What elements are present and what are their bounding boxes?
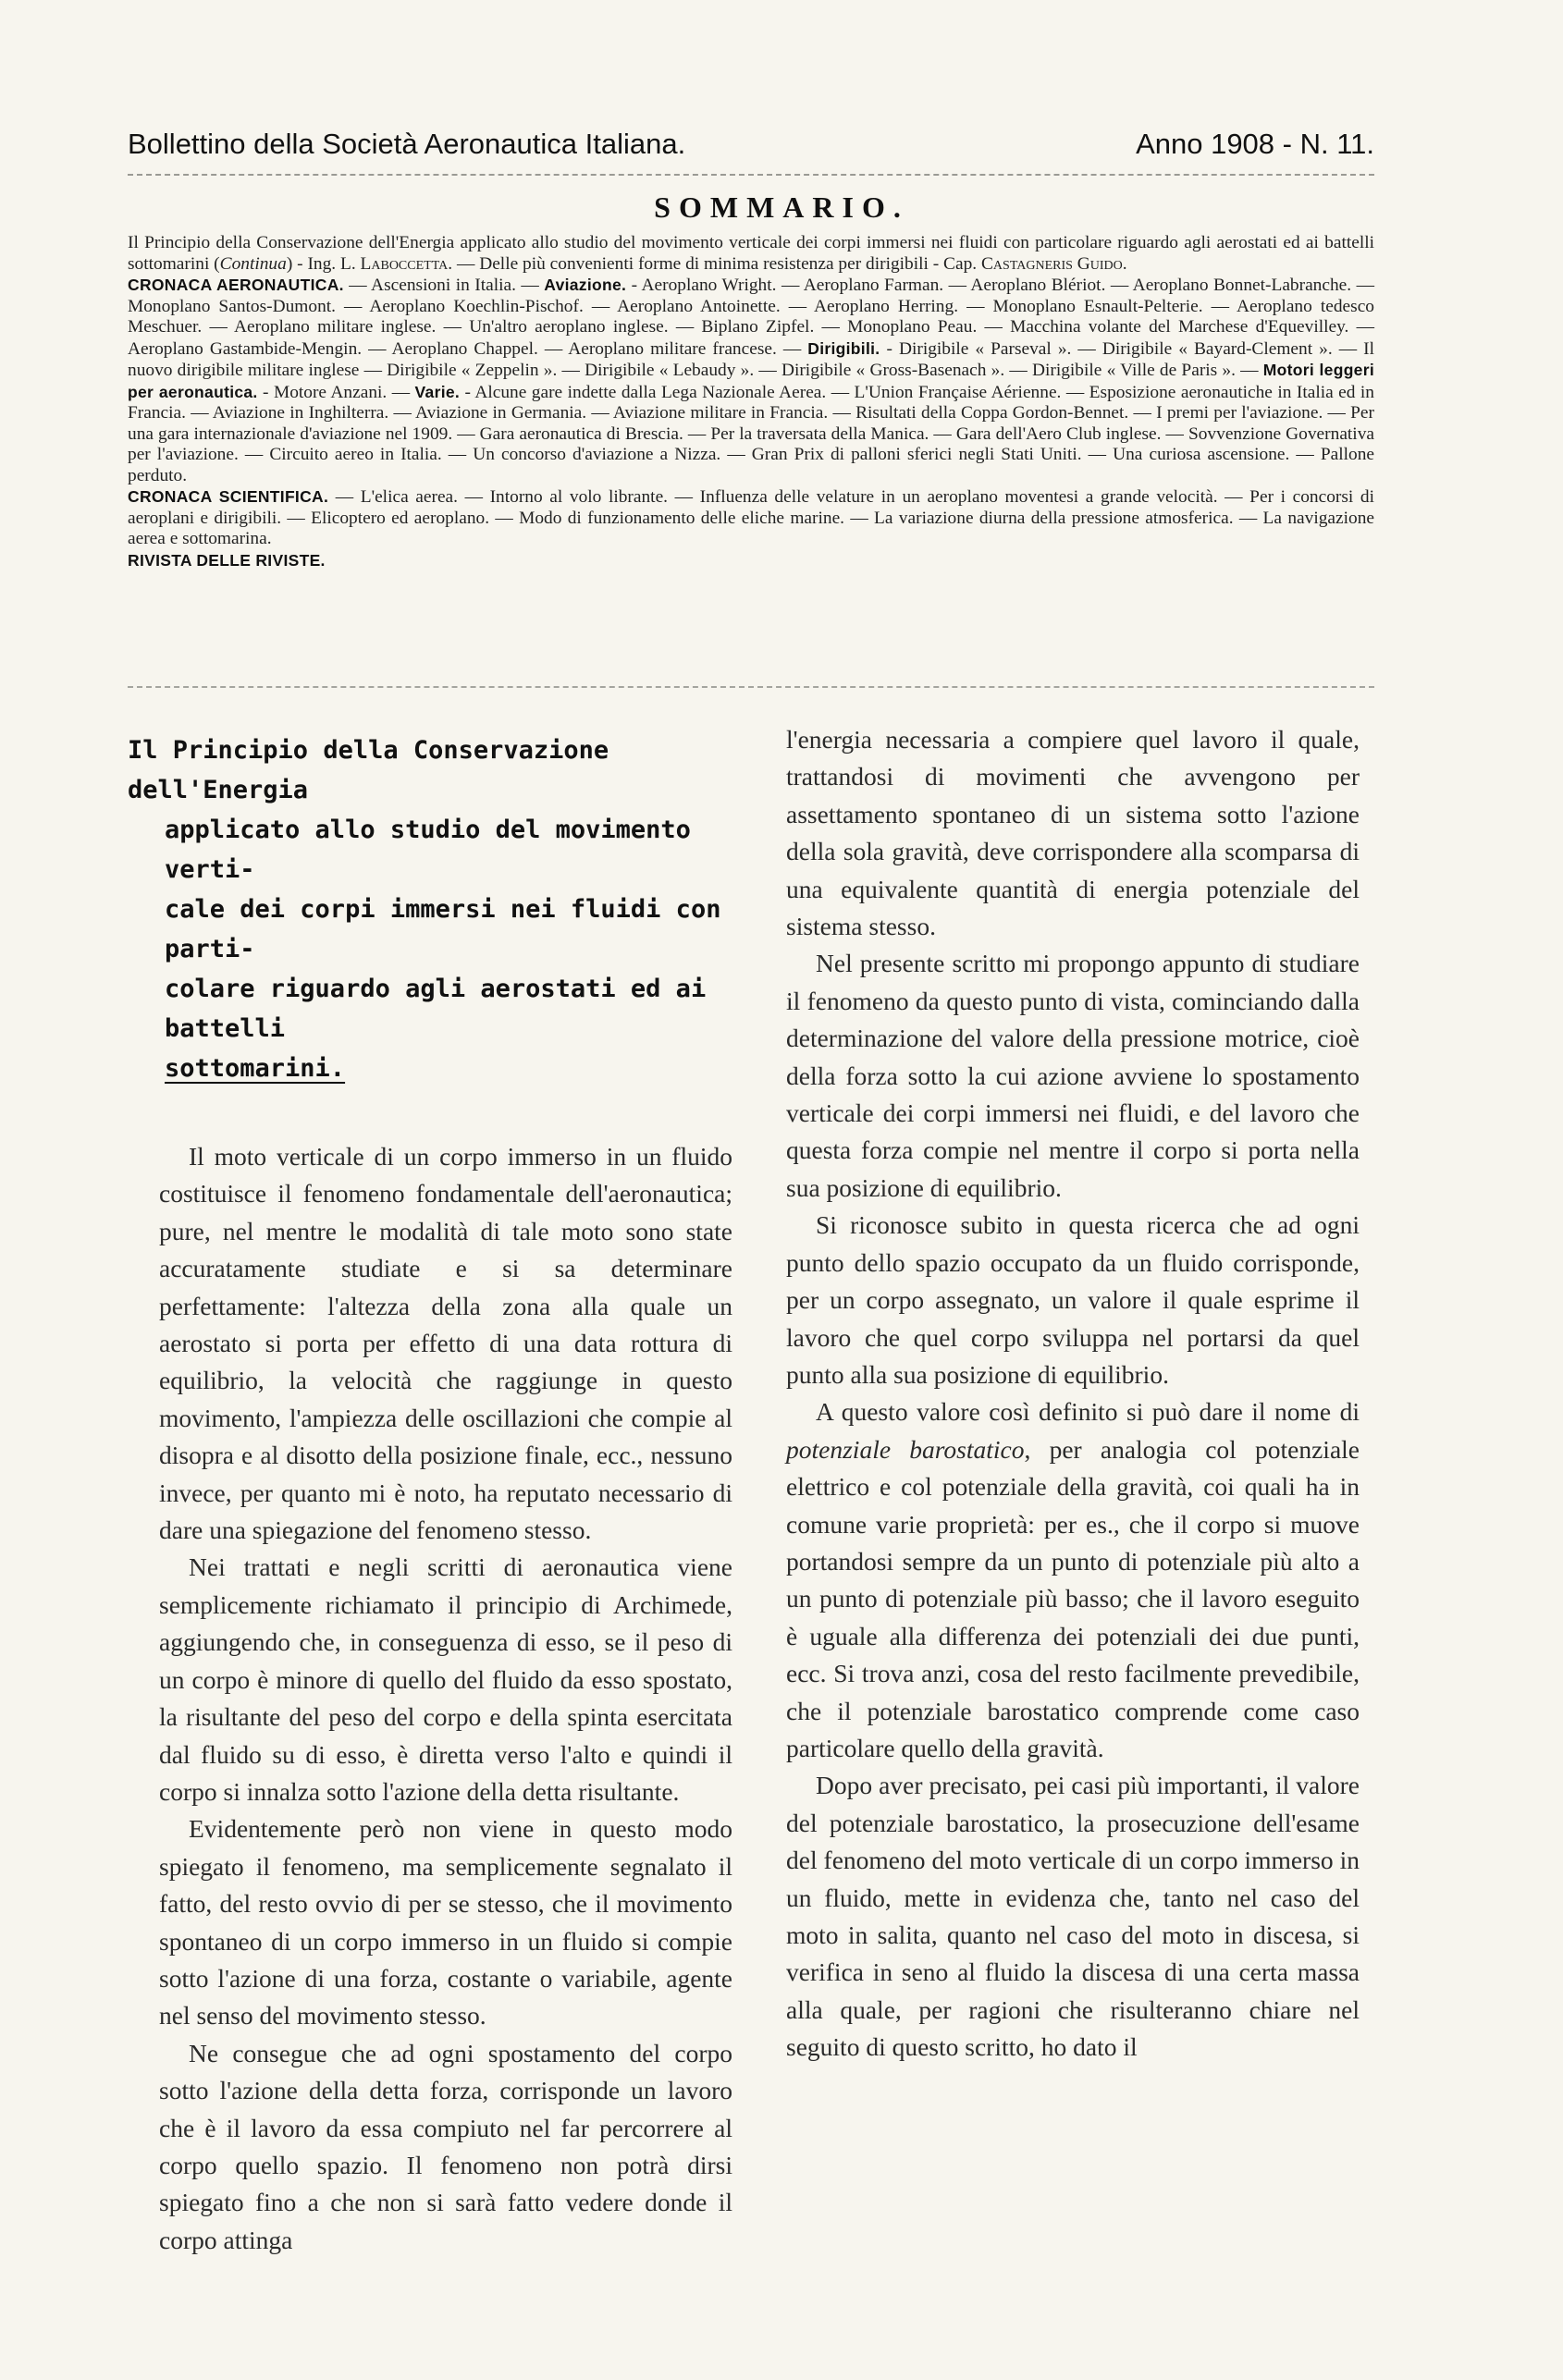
title-line: colare riguardo agli aerostati ed ai battelli [165, 975, 707, 1043]
article-title [128, 730, 732, 1088]
header-rule [128, 174, 1374, 176]
section-divider [128, 686, 1374, 688]
paragraph: Evidentemente però non viene in questo modo spiegato il fenomeno, ma semplicemente segnalato il fatto, del resto ovvio di per se stesso, che il movimento spontaneo di un corpo immerso in un fluido si compie sotto l'azione di una forza, costante o variabile, agente nel senso del movimento stesso. [159, 1814, 732, 2030]
section-label: CRONACA SCIENTIFICA. [128, 487, 329, 506]
right-body [786, 721, 1360, 2067]
sommario-title: SOMMARIO. [654, 190, 909, 224]
paragraph: Nel presente scritto mi propongo appunto di studiare il fenomeno da questo punto di vista, cominciando dalla determinazione del valore della pressione motrice, cioè della forza sotto la cui azione avviene lo spostamento verticale dei corpi immersi nei fluidi, e del lavoro che questa forza compie nel mentre il corpo si porta nella sua posizione di equilibrio. [786, 949, 1360, 1202]
paragraph: l'energia necessaria a compiere quel lavoro il quale, trattandosi di movimenti che avvengono per assettamento spontaneo di un sistema sotto l'azione della sola gravità, deve corrispondere alla scomparsa di una equivalente quantità di energia potenziale del sistema stesso. [786, 725, 1360, 941]
section-label: CRONACA AERONAUTICA. [128, 276, 344, 294]
title-line: sottomarini. [165, 1054, 346, 1083]
right-column [786, 721, 1360, 2067]
title-line: applicato allo studio del movimento verti- [165, 816, 691, 884]
journal-title: Bollettino della Società Aeronautica Italiana. [128, 128, 686, 160]
sommario-cronaca-scientifica: CRONACA SCIENTIFICA. — L'elica aerea. — Intorno al volo librante. — Influenza delle velature in un aeroplano moventesi a grande velocità. — Per i concorsi di aeroplani e dirigibili. — Elicoptero ed aeroplano. — Modo di funzionamento delle eliche marine. — La variazione diurna della pressione atmosferica. — La navigazione aerea e sottomarina. [128, 487, 1374, 548]
sommario-entry-principio: Il Principio della Conservazione dell'Energia applicato allo studio del movimento verticale dei corpi immersi nei fluidi con particolare riguardo agli aerostati ed ai battelli sottomarini (Continua) - Ing. L. Laboccetta. — Delle più convenienti forme di minima resistenza per dirigibili - Cap. Castagneris Guido. [128, 233, 1374, 274]
paragraph: Nei trattati e negli scritti di aeronautica viene semplicemente richiamato il principio di Archimede, aggiungendo che, in conseguenza di esso, se il peso di un corpo è minore di quello del fluido da esso spostato, la risultante del peso del corpo e della spinta esercitata dal fluido su di esso, è diretta verso l'alto e quindi il corpo si innalza sotto l'azione della detta risultante. [159, 1552, 732, 1806]
left-body [159, 1138, 732, 2259]
defined-term: potenziale barostatico [786, 1434, 1025, 1464]
title-line: cale dei corpi immersi nei fluidi con parti- [165, 895, 721, 963]
paragraph: Il moto verticale di un corpo immerso in un fluido costituisce il fenomeno fondamentale dell'aeronautica; pure, nel mentre le modalità di tale moto sono state accuratamente studiate e si sa determinare perfettamente: l'altezza della zona alla quale un aerostato si porta per effetto di una data rottura di equilibrio, la velocità che raggiunge in questo movimento, l'ampiezza delle oscillazioni che compie al disopra e al disotto della posizione finale, ecc., nessuno invece, per quanto mi è noto, ha reputato necessario di dare una spiegazione del fenomeno stesso. [159, 1142, 732, 1545]
issue-number: Anno 1908 - N. 11. [1136, 128, 1374, 160]
left-column [128, 721, 732, 2259]
sommario-cronaca-aeronautica: CRONACA AERONAUTICA. — Ascensioni in Italia. — Aviazione. - Aeroplano Wright. — Aeroplano Farman. — Aeroplano Blériot. — Aeroplano Bonnet-Labranche. — Monoplano Santos-Dumont. — Aeroplano Koechlin-Pischof. — Aeroplano Antoinette. — Aeroplano Herring. — Monoplano Esnault-Pelterie. — Aeroplano tedesco Meschuer. — Aeroplano militare inglese. — Un'altro aeroplano inglese. — Biplano Zipfel. — Monoplano Peau. — Macchina volante del Marchese d'Equevilley. — Aeroplano Gastambide-Mengin. — Aeroplano Chappel. — Aeroplano militare francese. — Dirigibili. - Dirigibile « Parseval ». — Dirigibile « Bayard-Clement ». — Il nuovo dirigibile militare inglese — Dirigibile « Zeppelin ». — Dirigibile « Lebaudy ». — Dirigibile « Gross-Basenach ». — Dirigibile « Ville de Paris ». — Motori leggeri per aeronautica. - Motore Anzani. — Varie. - Alcune gare indette dalla Lega Nazionale Aerea. — L'Union Française Aérienne. — Esposizione aeronautiche in Italia ed in Francia. — Aviazione in Inghilterra. — Aviazione in Germania. — Aviazione militare in Francia. — Risultati della Coppa Gordon-Bennet. — I premi per l'aviazione. — Per una gara internazionale d'aviazione nel 1909. — Gara aeronautica di Brescia. — Per la traversata della Manica. — Gara dell'Aero Club inglese. — Sovvenzione Governativa per l'aviazione. — Circuito aereo in Italia. — Un concorso d'aviazione a Nizza. — Gran Prix di palloni sferici negli Stati Uniti. — Una curiosa ascensione. — Pallone perduto. [128, 276, 1374, 485]
paragraph: A questo valore così definito si può dare il nome di potenziale barostatico, per analogia col potenziale elettrico e col potenziale della gravità, coi quali ha in comune varie proprietà: per es., che il corpo si muove portandosi sempre da un punto di potenziale più alto a un punto di potenziale più basso; che il lavoro eseguito è uguale alla differenza dei potenziali dei due punti, ecc. Si trova anzi, cosa del resto facilmente prevedibile, che il potenziale barostatico comprende come caso particolare quello della gravità. [786, 1397, 1360, 1762]
sommario-block [128, 233, 1374, 571]
page-header [128, 128, 1374, 161]
paragraph: Ne consegue che ad ogni spostamento del corpo sotto l'azione della detta forza, corrisponde un lavoro che è il lavoro da essa compiuto nel far percorrere al corpo quello spazio. Il fenomeno non potrà dirsi spiegato fino a che non si sarà fatto vedere donde il corpo attinga [159, 2038, 732, 2254]
paragraph: Si riconosce subito in questa ricerca che ad ogni punto dello spazio occupato da un fluido corrisponde, per un corpo assegnato, un valore il quale esprime il lavoro che quel corpo sviluppa nel portarsi da quel punto alla sua posizione di equilibrio. [786, 1210, 1360, 1389]
section-label: RIVISTA DELLE RIVISTE. [128, 550, 326, 570]
paragraph: Dopo aver precisato, pei casi più importanti, il valore del potenziale barostatico, la prosecuzione dell'esame del fenomeno del moto verticale di un corpo immerso in un fluido, mette in evidenza che, tanto nel caso del moto in salita, quanto nel caso del moto in discesa, si verifica in seno al fluido la discesa di una certa massa alla quale, per ragioni che risulteranno chiare nel seguito di questo scritto, ho dato il [786, 1771, 1360, 2062]
sommario-rivista [128, 550, 1374, 572]
title-line: Il Principio della Conservazione dell'Energia [128, 736, 609, 804]
